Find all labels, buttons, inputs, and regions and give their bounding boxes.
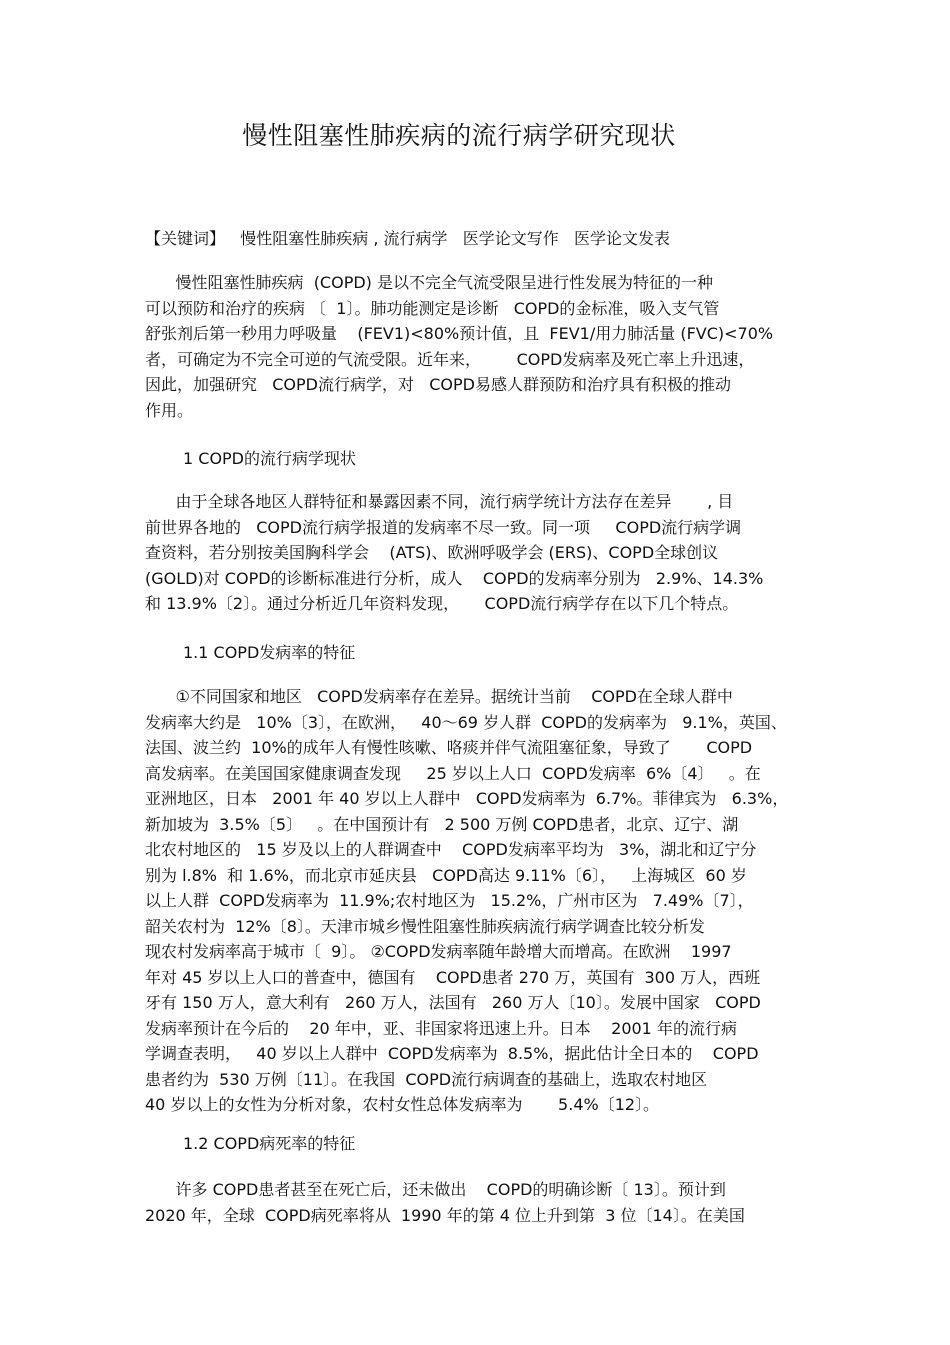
text-line: 者，可确定为不完全可逆的气流受限。近年来， COPD发病率及死亡率上升迅速， bbox=[145, 349, 755, 369]
intro-paragraph bbox=[145, 270, 825, 423]
text-line: 可以预防和治疗的疾病 〔 1〕。肺功能测定是诊断 COPD的金标准，吸入支气管 bbox=[145, 298, 720, 318]
text-line: 慢性阻塞性肺疾病 (COPD) 是以不完全气流受限呈进行性发展为特征的一种 bbox=[145, 273, 713, 292]
text-line: 和 13.9%〔2〕。通过分析近几年资料发现， COPD流行病学存在以下几个特点。 bbox=[145, 594, 739, 613]
text-line: 发病率预计在今后的 20 年中，亚、非国家将迅速上升。日本 2001 年的流行病 bbox=[145, 1018, 737, 1038]
text-line: 40 岁以上的女性为分析对象，农村女性总体发病率为 5.4%〔12〕。 bbox=[145, 1095, 660, 1114]
text-line: 由于全球各地区人群特征和暴露因素不同，流行病学统计方法存在差异 , 目 bbox=[145, 492, 734, 511]
text-line: 学调查表明， 40 岁以上人群中 COPD发病率为 8.5%，据此估计全日本的 COPD bbox=[145, 1044, 759, 1063]
text-line: 以上人群 COPD发病率为 11.9%;农村地区为 15.2%，广州市区为 7.49%〔7〕， bbox=[145, 891, 754, 910]
text-line: 新加坡为 3.5%〔5〕 。在中国预计有 2 500 万例 COPD患者，北京、辽宁、湖 bbox=[145, 814, 739, 834]
text-line: 北农村地区的 15 岁及以上的人群调查中 COPD发病率平均为 3%，湖北和辽宁分 bbox=[145, 840, 757, 859]
text-line: 别为 l.8% 和 1.6%，而北京市延庆县 COPD高达 9.11%〔6〕， 上海城区 60 岁 bbox=[145, 865, 747, 885]
text-line: 年对 45 岁以上人口的普查中，德国有 COPD患者 270 万，英国有 300 万人，西班 bbox=[145, 967, 761, 987]
text-line: 作用。 bbox=[145, 400, 194, 420]
text-line: ①不同国家和地区 COPD发病率存在差异。据统计当前 COPD在全球人群中 bbox=[145, 687, 733, 706]
section-heading-1-2: 1.2 COPD病死率的特征 bbox=[183, 1134, 356, 1153]
section-heading-1: 1 COPD的流行病学现状 bbox=[183, 449, 357, 468]
text-line: (GOLD)对 COPD的诊断标准进行分析，成人 COPD的发病率分别为 2.9%、14.3% bbox=[145, 568, 764, 588]
text-line: 现农村发病率高于城市〔 9〕。 ②COPD发病率随年龄增大而增高。在欧洲 1997 bbox=[145, 942, 732, 961]
text-line: 韶关农村为 12%〔8〕。天津市城乡慢性阻塞性肺疾病流行病学调查比较分析发 bbox=[145, 916, 705, 936]
text-line: 患者约为 530 万例〔11〕。在我国 COPD流行病调查的基础上，选取农村地区 bbox=[145, 1069, 708, 1089]
text-line: 亚洲地区，日本 2001 年 40 岁以上人群中 COPD发病率为 6.7%。菲律宾为 6.3%， bbox=[145, 789, 789, 808]
section-1-paragraph bbox=[145, 489, 825, 617]
text-line: 法国、波兰约 10%的成年人有慢性咳嗽、咯痰并伴气流阻塞征象，导致了 COPD bbox=[145, 738, 753, 757]
text-line: 前世界各地的 COPD流行病学报道的发病率不尽一致。同一项 COPD流行病学调 bbox=[145, 517, 742, 537]
text-line: 许多 COPD患者甚至在死亡后，还未做出 COPD的明确诊断〔 13〕。预计到 bbox=[145, 1180, 726, 1199]
keywords-line: 【关键词】 慢性阻塞性肺疾病 , 流行病学 医学论文写作 医学论文发表 bbox=[145, 229, 671, 248]
text-line: 发病率大约是 10%〔3〕，在欧洲， 40～69 岁人群 COPD的发病率为 9.1%，英国、 bbox=[145, 712, 787, 732]
page-title: 慢性阻塞性肺疾病的流行病学研究现状 bbox=[242, 121, 676, 150]
text-line: 牙有 150 万人，意大利有 260 万人，法国有 260 万人〔10〕。发展中国家 COPD bbox=[145, 993, 761, 1012]
section-1-2-paragraph bbox=[145, 1177, 825, 1228]
text-line: 查资料，若分别按美国胸科学会 (ATS)、欧洲呼吸学会 (ERS)、COPD全球创议 bbox=[145, 543, 719, 562]
text-line: 因此，加强研究 COPD流行病学，对 COPD易感人群预防和治疗具有积极的推动 bbox=[145, 375, 731, 394]
section-heading-1-1: 1.1 COPD发病率的特征 bbox=[183, 643, 356, 662]
text-line: 高发病率。在美国国家健康调查发现 25 岁以上人口 COPD发病率 6%〔4〕 。在 bbox=[145, 763, 761, 783]
section-1-1-paragraph bbox=[145, 684, 825, 1118]
text-line: 2020 年，全球 COPD病死率将从 1990 年的第 4 位上升到第 3 位〔14〕。在美国 bbox=[145, 1205, 745, 1225]
text-line: 舒张剂后第一秒用力呼吸量 (FEV1)<80%预计值，且 FEV1/用力肺活量 (FVC)<70% bbox=[145, 324, 774, 343]
